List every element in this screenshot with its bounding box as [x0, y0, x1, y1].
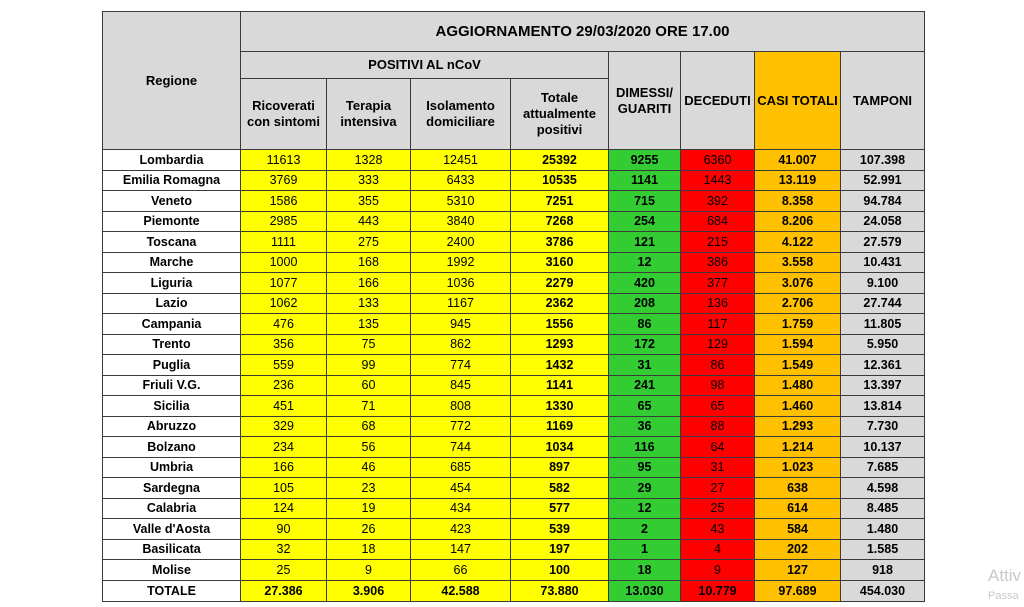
cell-totale-positivi: 1330	[511, 396, 609, 417]
header-update-title: AGGIORNAMENTO 29/03/2020 ORE 17.00	[241, 12, 925, 52]
cell-isolamento: 423	[411, 519, 511, 540]
cell-dimessi: 715	[609, 191, 681, 212]
cell-terapia: 18	[327, 539, 411, 560]
cell-terapia: 133	[327, 293, 411, 314]
cell-isolamento: 1167	[411, 293, 511, 314]
cell-dimessi: 65	[609, 396, 681, 417]
cell-dimessi: 18	[609, 560, 681, 581]
cell-dimessi: 86	[609, 314, 681, 335]
cell-tamponi: 11.805	[841, 314, 925, 335]
table-row	[103, 150, 925, 171]
cell-deceduti: 6360	[681, 150, 755, 171]
cell-casi-totali: 1.594	[755, 334, 841, 355]
cell-casi-totali: 1.480	[755, 375, 841, 396]
cell-isolamento: 774	[411, 355, 511, 376]
cell-isolamento: 12451	[411, 150, 511, 171]
cell-totale-positivi: 2362	[511, 293, 609, 314]
cell-ricoverati: 1000	[241, 252, 327, 273]
cell-regione: Friuli V.G.	[103, 375, 241, 396]
cell-deceduti: 27	[681, 478, 755, 499]
cell-casi-totali: 1.759	[755, 314, 841, 335]
cell-tamponi: 5.950	[841, 334, 925, 355]
cell-deceduti: 129	[681, 334, 755, 355]
cell-ricoverati: 329	[241, 416, 327, 437]
cell-dimessi: 12	[609, 498, 681, 519]
cell-ricoverati: 3769	[241, 170, 327, 191]
cell-casi-totali: 1.023	[755, 457, 841, 478]
cell-dimessi: 208	[609, 293, 681, 314]
cell-dimessi: 9255	[609, 150, 681, 171]
table-body	[103, 150, 925, 602]
table-row	[103, 191, 925, 212]
cell-regione: Puglia	[103, 355, 241, 376]
cell-isolamento: 845	[411, 375, 511, 396]
cell-regione: Trento	[103, 334, 241, 355]
cell-dimessi: 29	[609, 478, 681, 499]
cell-casi-totali: 8.206	[755, 211, 841, 232]
table-row	[103, 375, 925, 396]
cell-tamponi: 27.579	[841, 232, 925, 253]
cell-totale-positivi: 7251	[511, 191, 609, 212]
cell-ricoverati: 2985	[241, 211, 327, 232]
header-dimessi: DIMESSI/ GUARITI	[609, 52, 681, 150]
cell-deceduti: 64	[681, 437, 755, 458]
cell-casi-totali: 1.460	[755, 396, 841, 417]
cell-terapia: 275	[327, 232, 411, 253]
table-row	[103, 252, 925, 273]
cell-isolamento: 6433	[411, 170, 511, 191]
cell-dimessi: 172	[609, 334, 681, 355]
header-positivi: POSITIVI AL nCoV	[241, 52, 609, 79]
cell-terapia: 355	[327, 191, 411, 212]
cell-terapia: 56	[327, 437, 411, 458]
totals-totale-positivi: 73.880	[511, 580, 609, 601]
cell-isolamento: 744	[411, 437, 511, 458]
cell-terapia: 60	[327, 375, 411, 396]
cell-tamponi: 8.485	[841, 498, 925, 519]
cell-totale-positivi: 1034	[511, 437, 609, 458]
totals-isolamento: 42.588	[411, 580, 511, 601]
cell-totale-positivi: 897	[511, 457, 609, 478]
table-row	[103, 478, 925, 499]
header-regione: Regione	[103, 12, 241, 150]
cell-deceduti: 386	[681, 252, 755, 273]
cell-casi-totali: 3.076	[755, 273, 841, 294]
cell-dimessi: 254	[609, 211, 681, 232]
cell-deceduti: 1443	[681, 170, 755, 191]
cell-terapia: 26	[327, 519, 411, 540]
cell-ricoverati: 559	[241, 355, 327, 376]
table-row	[103, 232, 925, 253]
cell-regione: Marche	[103, 252, 241, 273]
cell-totale-positivi: 10535	[511, 170, 609, 191]
header-deceduti: DECEDUTI	[681, 52, 755, 150]
cell-dimessi: 31	[609, 355, 681, 376]
cell-deceduti: 684	[681, 211, 755, 232]
cell-casi-totali: 41.007	[755, 150, 841, 171]
cell-regione: Basilicata	[103, 539, 241, 560]
cell-terapia: 1328	[327, 150, 411, 171]
cell-isolamento: 454	[411, 478, 511, 499]
cell-totale-positivi: 1293	[511, 334, 609, 355]
watermark-line2: Passa	[988, 590, 1019, 602]
cell-casi-totali: 584	[755, 519, 841, 540]
cell-terapia: 68	[327, 416, 411, 437]
table-row	[103, 457, 925, 478]
cell-casi-totali: 4.122	[755, 232, 841, 253]
cell-casi-totali: 3.558	[755, 252, 841, 273]
cell-deceduti: 392	[681, 191, 755, 212]
cell-tamponi: 94.784	[841, 191, 925, 212]
totals-label: TOTALE	[103, 580, 241, 601]
cell-dimessi: 12	[609, 252, 681, 273]
cell-dimessi: 116	[609, 437, 681, 458]
cell-isolamento: 945	[411, 314, 511, 335]
cell-casi-totali: 202	[755, 539, 841, 560]
header-totale-positivi: Totale attualmente positivi	[511, 79, 609, 150]
cell-ricoverati: 234	[241, 437, 327, 458]
cell-terapia: 9	[327, 560, 411, 581]
cell-ricoverati: 166	[241, 457, 327, 478]
table-row	[103, 273, 925, 294]
cell-isolamento: 147	[411, 539, 511, 560]
cell-tamponi: 24.058	[841, 211, 925, 232]
cell-isolamento: 808	[411, 396, 511, 417]
table-row	[103, 396, 925, 417]
cell-ricoverati: 1586	[241, 191, 327, 212]
cell-isolamento: 1992	[411, 252, 511, 273]
cell-deceduti: 4	[681, 539, 755, 560]
cell-deceduti: 25	[681, 498, 755, 519]
table-row	[103, 314, 925, 335]
table-row	[103, 293, 925, 314]
cell-isolamento: 862	[411, 334, 511, 355]
cell-dimessi: 1	[609, 539, 681, 560]
table-row	[103, 211, 925, 232]
cell-deceduti: 98	[681, 375, 755, 396]
cell-totale-positivi: 1556	[511, 314, 609, 335]
cell-terapia: 75	[327, 334, 411, 355]
header-ricoverati: Ricoverati con sintomi	[241, 79, 327, 150]
cell-deceduti: 86	[681, 355, 755, 376]
cell-terapia: 135	[327, 314, 411, 335]
cell-regione: Lazio	[103, 293, 241, 314]
cell-totale-positivi: 7268	[511, 211, 609, 232]
cell-dimessi: 36	[609, 416, 681, 437]
cell-dimessi: 1141	[609, 170, 681, 191]
cell-isolamento: 2400	[411, 232, 511, 253]
cell-totale-positivi: 3160	[511, 252, 609, 273]
cell-tamponi: 7.730	[841, 416, 925, 437]
cell-ricoverati: 105	[241, 478, 327, 499]
cell-ricoverati: 11613	[241, 150, 327, 171]
cell-isolamento: 66	[411, 560, 511, 581]
cell-casi-totali: 2.706	[755, 293, 841, 314]
cell-casi-totali: 614	[755, 498, 841, 519]
totals-tamponi: 454.030	[841, 580, 925, 601]
cell-regione: Molise	[103, 560, 241, 581]
cell-ricoverati: 124	[241, 498, 327, 519]
cell-casi-totali: 127	[755, 560, 841, 581]
cell-tamponi: 1.480	[841, 519, 925, 540]
cell-tamponi: 10.137	[841, 437, 925, 458]
cell-regione: Lombardia	[103, 150, 241, 171]
cell-tamponi: 107.398	[841, 150, 925, 171]
table-row	[103, 498, 925, 519]
cell-isolamento: 1036	[411, 273, 511, 294]
cell-isolamento: 3840	[411, 211, 511, 232]
table-row	[103, 539, 925, 560]
table-row	[103, 355, 925, 376]
totals-row	[103, 580, 925, 601]
cell-tamponi: 918	[841, 560, 925, 581]
cell-regione: Sardegna	[103, 478, 241, 499]
cell-totale-positivi: 3786	[511, 232, 609, 253]
cell-dimessi: 420	[609, 273, 681, 294]
cell-totale-positivi: 100	[511, 560, 609, 581]
cell-tamponi: 13.397	[841, 375, 925, 396]
header-isolamento: Isolamento domiciliare	[411, 79, 511, 150]
cell-tamponi: 13.814	[841, 396, 925, 417]
cell-terapia: 23	[327, 478, 411, 499]
cell-ricoverati: 25	[241, 560, 327, 581]
cell-terapia: 166	[327, 273, 411, 294]
cell-casi-totali: 13.119	[755, 170, 841, 191]
cell-totale-positivi: 1432	[511, 355, 609, 376]
cell-regione: Calabria	[103, 498, 241, 519]
cell-isolamento: 5310	[411, 191, 511, 212]
cell-deceduti: 43	[681, 519, 755, 540]
cell-totale-positivi: 1169	[511, 416, 609, 437]
cell-deceduti: 88	[681, 416, 755, 437]
cell-tamponi: 9.100	[841, 273, 925, 294]
table-row	[103, 334, 925, 355]
table-row	[103, 170, 925, 191]
cell-totale-positivi: 25392	[511, 150, 609, 171]
cell-regione: Emilia Romagna	[103, 170, 241, 191]
cell-regione: Valle d'Aosta	[103, 519, 241, 540]
cell-dimessi: 2	[609, 519, 681, 540]
cell-regione: Veneto	[103, 191, 241, 212]
cell-tamponi: 7.685	[841, 457, 925, 478]
cell-ricoverati: 476	[241, 314, 327, 335]
cell-regione: Liguria	[103, 273, 241, 294]
table-row	[103, 437, 925, 458]
totals-ricoverati: 27.386	[241, 580, 327, 601]
cell-casi-totali: 8.358	[755, 191, 841, 212]
cell-deceduti: 117	[681, 314, 755, 335]
cell-casi-totali: 638	[755, 478, 841, 499]
watermark-line1: Attiv	[988, 566, 1022, 585]
cell-deceduti: 136	[681, 293, 755, 314]
table-row	[103, 416, 925, 437]
cell-tamponi: 27.744	[841, 293, 925, 314]
cell-isolamento: 685	[411, 457, 511, 478]
cell-tamponi: 10.431	[841, 252, 925, 273]
cell-tamponi: 52.991	[841, 170, 925, 191]
cell-terapia: 71	[327, 396, 411, 417]
cell-ricoverati: 1062	[241, 293, 327, 314]
cell-ricoverati: 90	[241, 519, 327, 540]
cell-ricoverati: 32	[241, 539, 327, 560]
cell-tamponi: 1.585	[841, 539, 925, 560]
cell-tamponi: 4.598	[841, 478, 925, 499]
cell-isolamento: 434	[411, 498, 511, 519]
cell-terapia: 19	[327, 498, 411, 519]
table-row	[103, 519, 925, 540]
cell-casi-totali: 1.214	[755, 437, 841, 458]
header-casi-totali: CASI TOTALI	[755, 52, 841, 150]
cell-totale-positivi: 1141	[511, 375, 609, 396]
cell-casi-totali: 1.293	[755, 416, 841, 437]
cell-totale-positivi: 582	[511, 478, 609, 499]
cell-dimessi: 95	[609, 457, 681, 478]
cell-deceduti: 65	[681, 396, 755, 417]
cell-regione: Sicilia	[103, 396, 241, 417]
totals-terapia: 3.906	[327, 580, 411, 601]
cell-regione: Abruzzo	[103, 416, 241, 437]
covid-region-table	[102, 11, 925, 602]
cell-isolamento: 772	[411, 416, 511, 437]
cell-regione: Campania	[103, 314, 241, 335]
totals-casi-totali: 97.689	[755, 580, 841, 601]
cell-terapia: 333	[327, 170, 411, 191]
cell-deceduti: 215	[681, 232, 755, 253]
cell-ricoverati: 451	[241, 396, 327, 417]
totals-deceduti: 10.779	[681, 580, 755, 601]
cell-terapia: 443	[327, 211, 411, 232]
cell-totale-positivi: 577	[511, 498, 609, 519]
header-tamponi: TAMPONI	[841, 52, 925, 150]
cell-regione: Bolzano	[103, 437, 241, 458]
cell-dimessi: 121	[609, 232, 681, 253]
cell-terapia: 99	[327, 355, 411, 376]
cell-terapia: 46	[327, 457, 411, 478]
cell-totale-positivi: 197	[511, 539, 609, 560]
cell-regione: Toscana	[103, 232, 241, 253]
cell-deceduti: 377	[681, 273, 755, 294]
table-row	[103, 560, 925, 581]
cell-totale-positivi: 2279	[511, 273, 609, 294]
cell-ricoverati: 236	[241, 375, 327, 396]
header-terapia: Terapia intensiva	[327, 79, 411, 150]
cell-casi-totali: 1.549	[755, 355, 841, 376]
cell-dimessi: 241	[609, 375, 681, 396]
cell-ricoverati: 356	[241, 334, 327, 355]
cell-tamponi: 12.361	[841, 355, 925, 376]
cell-terapia: 168	[327, 252, 411, 273]
cell-deceduti: 9	[681, 560, 755, 581]
cell-totale-positivi: 539	[511, 519, 609, 540]
cell-ricoverati: 1077	[241, 273, 327, 294]
cell-regione: Umbria	[103, 457, 241, 478]
cell-ricoverati: 1111	[241, 232, 327, 253]
cell-deceduti: 31	[681, 457, 755, 478]
totals-dimessi: 13.030	[609, 580, 681, 601]
cell-regione: Piemonte	[103, 211, 241, 232]
